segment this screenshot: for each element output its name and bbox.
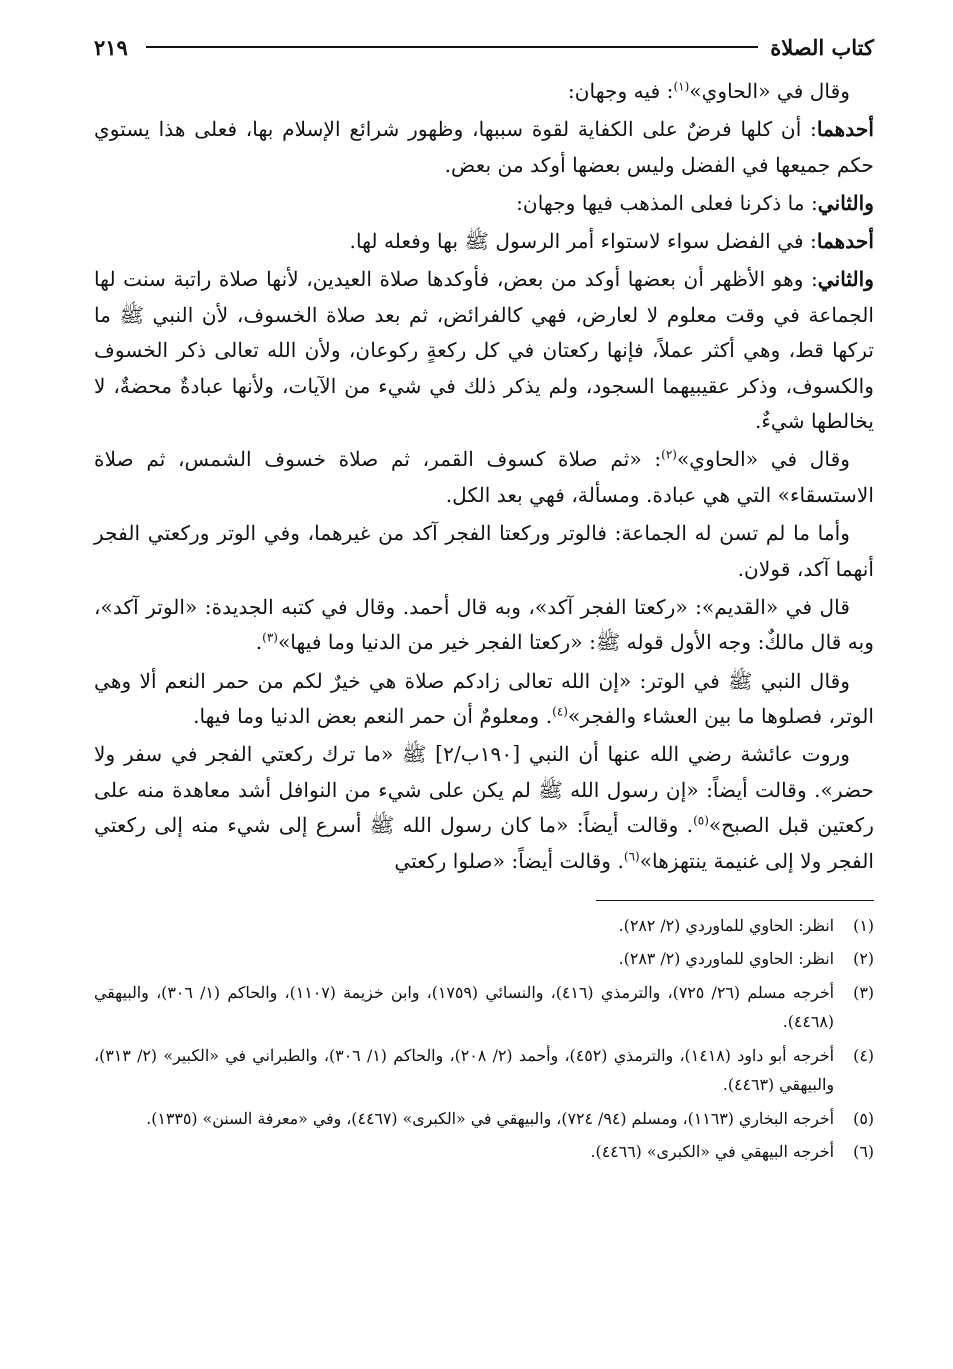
- header-rule: [146, 46, 758, 48]
- paragraph: [94, 664, 874, 735]
- footnote-text: انظر: الحاوي للماوردي (٢/ ٢٨٢).: [618, 915, 834, 935]
- footnote-item: [94, 1104, 874, 1134]
- text-segment: . وقالت أيضاً: «ما كان رسول الله ﷺ أسرع إلى شيء منه إلى ركعتي الفجر ولا إلى غنيمة ينتهزها»: [94, 813, 874, 873]
- text-segment: : فيه وجهان:: [567, 79, 674, 103]
- bold-term: أحدهما: [816, 117, 874, 142]
- paragraph: [94, 74, 874, 110]
- footnote-ref: (٤): [552, 704, 568, 719]
- footnote-ref: (٣): [262, 630, 278, 645]
- body-text: [94, 74, 874, 880]
- text-segment: وقال النبي ﷺ في الوتر: «إن الله تعالى زادكم صلاة هي خيرٌ لكم من حمر النعم ألا وهي الوتر، فصلوها ما بين العشاء والفجر»: [94, 668, 874, 729]
- footnote-ref: (٦): [623, 849, 640, 864]
- footnote-item: [94, 978, 874, 1037]
- bold-term: أحدهما: [816, 228, 874, 253]
- text-segment: وقال في «الحاوي»: [676, 447, 850, 472]
- text-segment: : وهو الأظهر أن بعضها أوكد من بعض، فأوكدها صلاة العيدين، لأنها صلاة راتبة سنت لها الجماعة في وقت معلوم لا لعارض، فهي كالفرائض، ثم بعد صلاة الخسوف، لأن النبي ﷺ ما تركها قط، وهي أكثر عملاً، فإنها ركعتان في كل ركعةٍ ركوعان، ولأن الله تعالى ذكر الخسوف والكسوف، وذكر عقيبيهما السجود، ولم يذكر ذلك في شيء من الآيات، ولأنها عبادةٌ محضةٌ، لا يخالطها شيءٌ.: [94, 266, 874, 434]
- paragraph: [94, 262, 874, 440]
- text-segment: . وقالت أيضاً: «صلوا ركعتي: [394, 848, 624, 873]
- page: [94, 26, 874, 1346]
- footnote-number: (٦): [853, 1142, 874, 1162]
- footnote-ref: (٥): [693, 813, 709, 828]
- bold-term: والثاني: [817, 190, 874, 215]
- footnote-number: (٢): [853, 949, 874, 969]
- footnote-text: انظر: الحاوي للماوردي (٢/ ٢٨٣).: [618, 949, 834, 969]
- text-segment: وأما ما لم تسن له الجماعة: فالوتر وركعتا الفجر آكد من غيرهما، وفي الوتر وركعتي الفجر أنهما آكد، قولان.: [94, 521, 874, 581]
- text-segment: : في الفضل سواء لاستواء أمر الرسول ﷺ بها وفعله لها.: [349, 228, 817, 253]
- footnote-text: أخرجه أبو داود (١٤١٨)، والترمذي (٤٥٢)، وأحمد (٢/ ٢٠٨)، والحاكم (١/ ٣٠٦)، والطبراني في «الكبير» (٢/ ٣١٣)، والبيهقي (٤٤٦٣).: [94, 1045, 835, 1095]
- footnote-ref: (٢): [661, 447, 677, 462]
- footnote-text: أخرجه مسلم (٢٦/ ٧٢٥)، والترمذي (٤١٦)، والنسائي (١٧٥٩)، وابن خزيمة (١١٠٧)، والحاكم (١/ ٣٠٦)، والبيهقي (٤٤٦٨).: [94, 982, 834, 1032]
- paragraph: [94, 516, 874, 587]
- footnote-number: (٣): [853, 982, 874, 1002]
- page-header: [94, 26, 874, 68]
- footnote-separator: [596, 900, 874, 901]
- text-segment: : «ثم صلاة كسوف القمر، ثم صلاة خسوف الشمس، ثم صلاة الاستسقاء» التي هي عبادة. ومسألة، فهي بعد الكل.: [94, 447, 874, 508]
- text-segment: وروت عائشة رضي الله عنها أن النبي [١٩٠ب/٢] ﷺ «ما ترك ركعتي الفجر في سفر ولا حضر». وقالت أيضاً: «إن رسول الله ﷺ لم يكن على شيء من النوافل أشد معاهدة منه على ركعتين قبل الصبح»: [94, 742, 874, 838]
- text-segment: .: [255, 630, 263, 655]
- footnote-number: (٤): [853, 1045, 874, 1065]
- footnote-item: [94, 1137, 874, 1167]
- text-segment: : أن كلها فرضٌ على الكفاية لقوة سببها، وظهور شرائع الإسلام بها، فعلى هذا يستوي حكم جميعها في الفضل وليس بعضها أوكد من بعض.: [94, 117, 874, 177]
- paragraph: [94, 186, 874, 222]
- page-number: ٢١٩: [94, 34, 128, 60]
- footnote-number: (١): [853, 915, 874, 935]
- footnotes: [94, 911, 874, 1167]
- footnote-ref: (١): [673, 79, 690, 94]
- footnote-text: أخرجه البخاري (١١٦٣)، ومسلم (٩٤/ ٧٢٤)، والبيهقي في «الكبرى» (٤٤٦٧)، وفي «معرفة السنن» (١٣٣٥).: [146, 1108, 834, 1128]
- paragraph: [94, 590, 874, 661]
- text-segment: : ما ذكرنا فعلى المذهب فيها وجهان:: [516, 190, 818, 215]
- text-segment: قال في «القديم»: «ركعتا الفجر آكد»، وبه قال أحمد. وقال في كتبه الجديدة: «الوتر آكد»، وبه قال مالكٌ: وجه الأول قوله ﷺ: «ركعتا الفجر خير من الدنيا وما فيها»: [94, 594, 874, 655]
- paragraph: [94, 737, 874, 879]
- paragraph: [94, 112, 874, 183]
- bold-term: والثاني: [817, 266, 874, 291]
- footnote-item: [94, 944, 874, 974]
- footnote-text: أخرجه البيهقي في «الكبرى» (٤٤٦٦).: [590, 1142, 834, 1162]
- paragraph: [94, 224, 874, 260]
- footnote-item: [94, 911, 874, 941]
- footnote-item: [94, 1041, 874, 1100]
- paragraph: [94, 442, 874, 513]
- footnote-number: (٥): [853, 1108, 874, 1128]
- text-segment: وقال في «الحاوي»: [689, 79, 850, 103]
- running-title: كتاب الصلاة: [770, 34, 874, 60]
- text-segment: . ومعلومٌ أن حمر النعم بعض الدنيا وما فيها.: [193, 704, 553, 729]
